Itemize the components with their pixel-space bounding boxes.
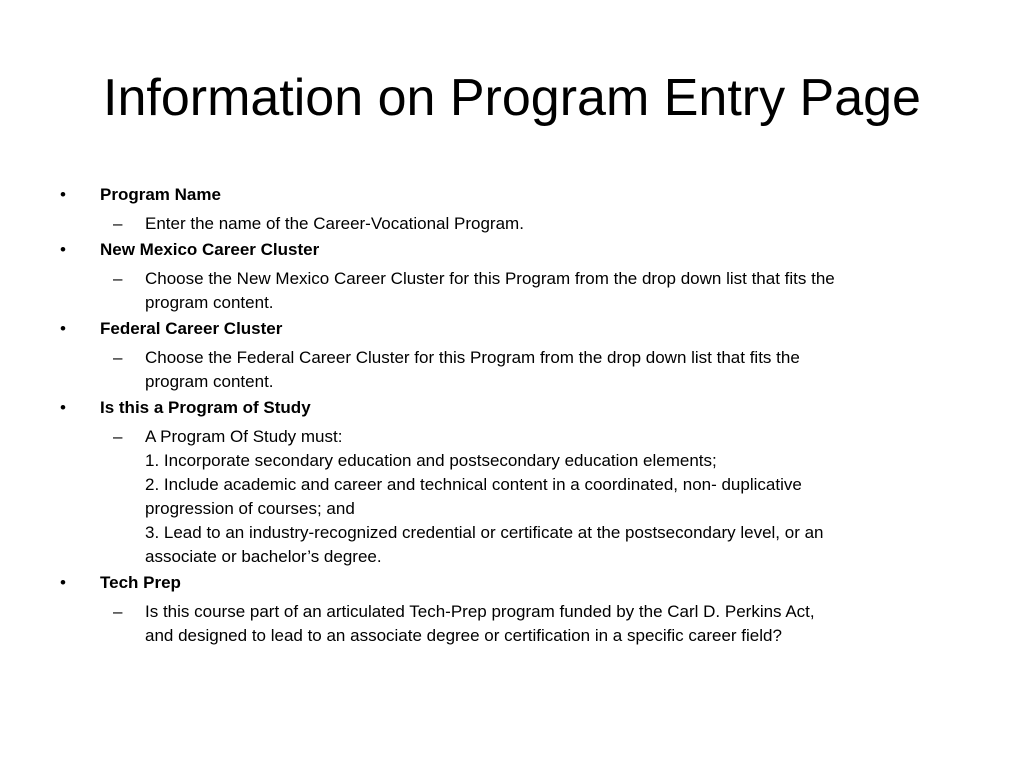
dash-icon: – [113, 214, 123, 233]
dash-icon: – [113, 602, 123, 621]
bullet-icon: • [60, 240, 66, 259]
item-text-line: 3. Lead to an industry-recognized credential or certificate at the postsecondary level, or an [145, 523, 824, 542]
item-text-line: A Program Of Study must: [145, 427, 343, 446]
bullet-icon: • [60, 573, 66, 592]
list-item-program-of-study [0, 396, 1024, 569]
item-text-line: Choose the New Mexico Career Cluster for this Program from the drop down list that fits the [145, 269, 835, 288]
list-item-program-name [0, 183, 1024, 236]
item-heading: Federal Career Cluster [100, 319, 283, 338]
item-text-line: 1. Incorporate secondary education and postsecondary education elements; [145, 451, 717, 470]
list-item-tech-prep [0, 571, 1024, 648]
dash-icon: – [113, 269, 123, 288]
bullet-icon: • [60, 185, 66, 204]
dash-icon: – [113, 427, 123, 446]
dash-icon: – [113, 348, 123, 367]
item-text-line: 2. Include academic and career and technical content in a coordinated, non- duplicative [145, 475, 802, 494]
list-item-nm-career-cluster [0, 238, 1024, 315]
item-text-line: progression of courses; and [145, 499, 355, 518]
slide-title: Information on Program Entry Page [103, 69, 921, 127]
bullet-icon: • [60, 319, 66, 338]
item-text-line: Is this course part of an articulated Tech-Prep program funded by the Carl D. Perkins Act, [145, 602, 815, 621]
item-text-line: program content. [145, 293, 274, 312]
bullet-icon: • [60, 398, 66, 417]
item-heading: Tech Prep [100, 573, 181, 592]
item-text-line: and designed to lead to an associate degree or certification in a specific career field? [145, 626, 782, 645]
item-text-line: Enter the name of the Career-Vocational Program. [145, 214, 524, 233]
bullet-list [0, 183, 1024, 648]
item-heading: New Mexico Career Cluster [100, 240, 320, 259]
item-heading: Is this a Program of Study [100, 398, 311, 417]
list-item-federal-career-cluster [0, 317, 1024, 394]
item-text-line: Choose the Federal Career Cluster for this Program from the drop down list that fits the [145, 348, 800, 367]
item-heading: Program Name [100, 185, 221, 204]
item-text-line: associate or bachelor’s degree. [145, 547, 382, 566]
item-text-line: program content. [145, 372, 274, 391]
